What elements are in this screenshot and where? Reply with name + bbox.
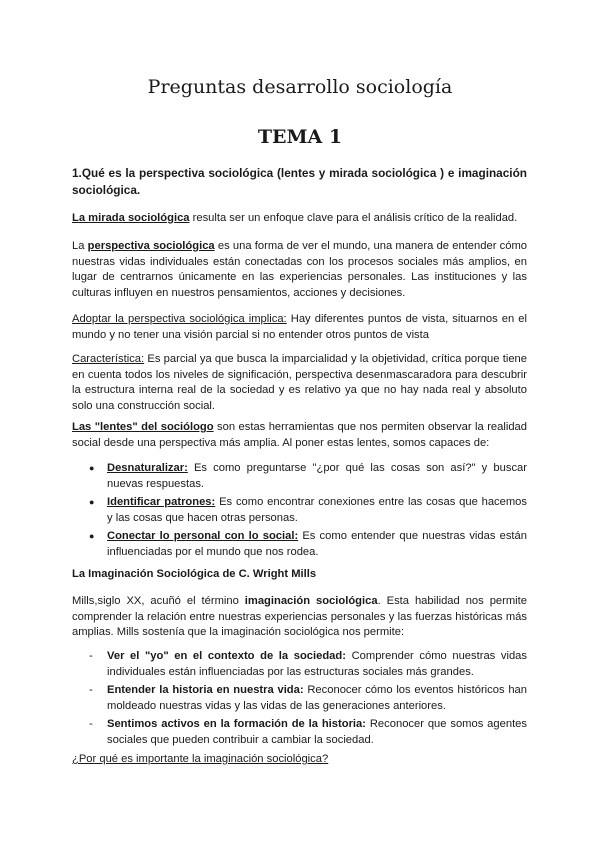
mills-list (72, 649, 527, 752)
heading-imaginacion: La Imaginación Sociológica de C. Wright Mills (72, 568, 317, 580)
item-text: Es como encontrar conexiones entre las cosas que hacemos y las cosas que hacen otras personas. (107, 496, 527, 524)
item-term: Ver el "yo" en el contexto de la sociedad: (107, 650, 346, 662)
list-item (72, 495, 527, 526)
term-perspectiva: perspectiva sociológica (87, 240, 215, 252)
paragraph-adoptar (72, 312, 527, 343)
document-title: Preguntas desarrollo sociología (147, 76, 453, 98)
paragraph-mirada (72, 211, 527, 227)
bullet-icon: ● (89, 497, 95, 508)
item-term: Entender la historia en nuestra vida: (107, 684, 304, 697)
item-text: Es como preguntarse "¿por qué las cosas son así?" y buscar nuevas respuestas. (107, 462, 527, 490)
bullet-icon: ● (89, 531, 95, 542)
item-text: Reconocer que somos agentes sociales que pueden contribuir a cambiar la sociedad. (107, 718, 527, 746)
list-item (72, 683, 527, 714)
paragraph-mills (72, 594, 527, 641)
paragraph-perspectiva (72, 239, 527, 301)
term-mirada: La mirada sociológica (72, 212, 190, 224)
paragraph-caracteristica (72, 352, 527, 414)
text-mills: . Esta habilidad nos permite comprender la relación entre nuestras experiencias personales y las fuerzas históricas más amplias. Mills sostenía que la imaginación sociológica nos permite: (72, 595, 527, 639)
pre-perspectiva: La (72, 240, 88, 252)
item-text: Comprender cómo nuestras vidas individuales están influenciadas por las estructuras sociales más grandes. (107, 650, 527, 678)
item-term: Identificar patrones: (107, 496, 216, 509)
pre-mills: Mills,siglo XX, acuñó el término (72, 595, 245, 607)
term-adoptar: Adoptar la perspectiva sociológica implica: (72, 313, 287, 325)
question-1: 1.Qué es la perspectiva sociológica (lentes y mirada sociológica ) e imaginación sociológica. (72, 166, 527, 197)
item-term: Conectar lo personal con lo social: (107, 530, 299, 543)
item-text: Es como entender que nuestras vidas están influenciadas por el mundo que nos rodea. (107, 530, 527, 558)
text-caracteristica: Es parcial ya que busca la imparcialidad y la objetividad, crítica porque tiene en cuenta todos los niveles de significación, perspectiva desenmascaradora para descubrir la estructura interna real de la sociedad y es relativo ya que no hay nada real y absoluto solo una construcción social. (72, 353, 527, 412)
list-item (72, 717, 527, 748)
item-text: Reconocer cómo los eventos históricos han moldeado nuestras vidas y las vidas de las generaciones anteriores. (107, 684, 527, 712)
final-question: ¿Por qué es importante la imaginación sociológica? (72, 753, 329, 765)
term-mills: imaginación sociológica (244, 595, 378, 607)
section-heading-tema: TEMA 1 (257, 126, 343, 148)
lentes-list (72, 461, 527, 564)
dash-icon: - (89, 650, 93, 662)
term-caracteristica: Característica: (72, 353, 145, 365)
text-lentes: son estas herramientas que nos permiten observar la realidad social desde una perspectiva más amplia. Al poner estas lentes, somos capaces de: (72, 421, 527, 449)
dash-icon: - (89, 684, 93, 697)
list-item (72, 649, 527, 680)
paragraph-lentes (72, 420, 527, 451)
item-term: Desnaturalizar: (107, 462, 188, 474)
text-adoptar: Hay diferentes puntos de vista, situarnos en el mundo y no tener una visión parcial si no entender otros puntos de vista (72, 313, 527, 341)
item-term: Sentimos activos en la formación de la historia: (107, 718, 366, 731)
term-lentes: Las "lentes" del sociólogo (72, 421, 214, 433)
list-item (72, 529, 527, 560)
text-mirada: resulta ser un enfoque clave para el análisis crítico de la realidad. (189, 212, 518, 224)
dash-icon: - (89, 718, 93, 731)
list-item (72, 461, 527, 492)
bullet-icon: ● (89, 463, 95, 473)
text-perspectiva: es una forma de ver el mundo, una manera de entender cómo nuestras vidas individuales están conectadas con los procesos sociales más amplios, en lugar de centrarnos únicamente en las experiencias personales. Las instituciones y las culturas influyen en nuestros pensamientos, acciones y decisiones. (72, 240, 527, 299)
